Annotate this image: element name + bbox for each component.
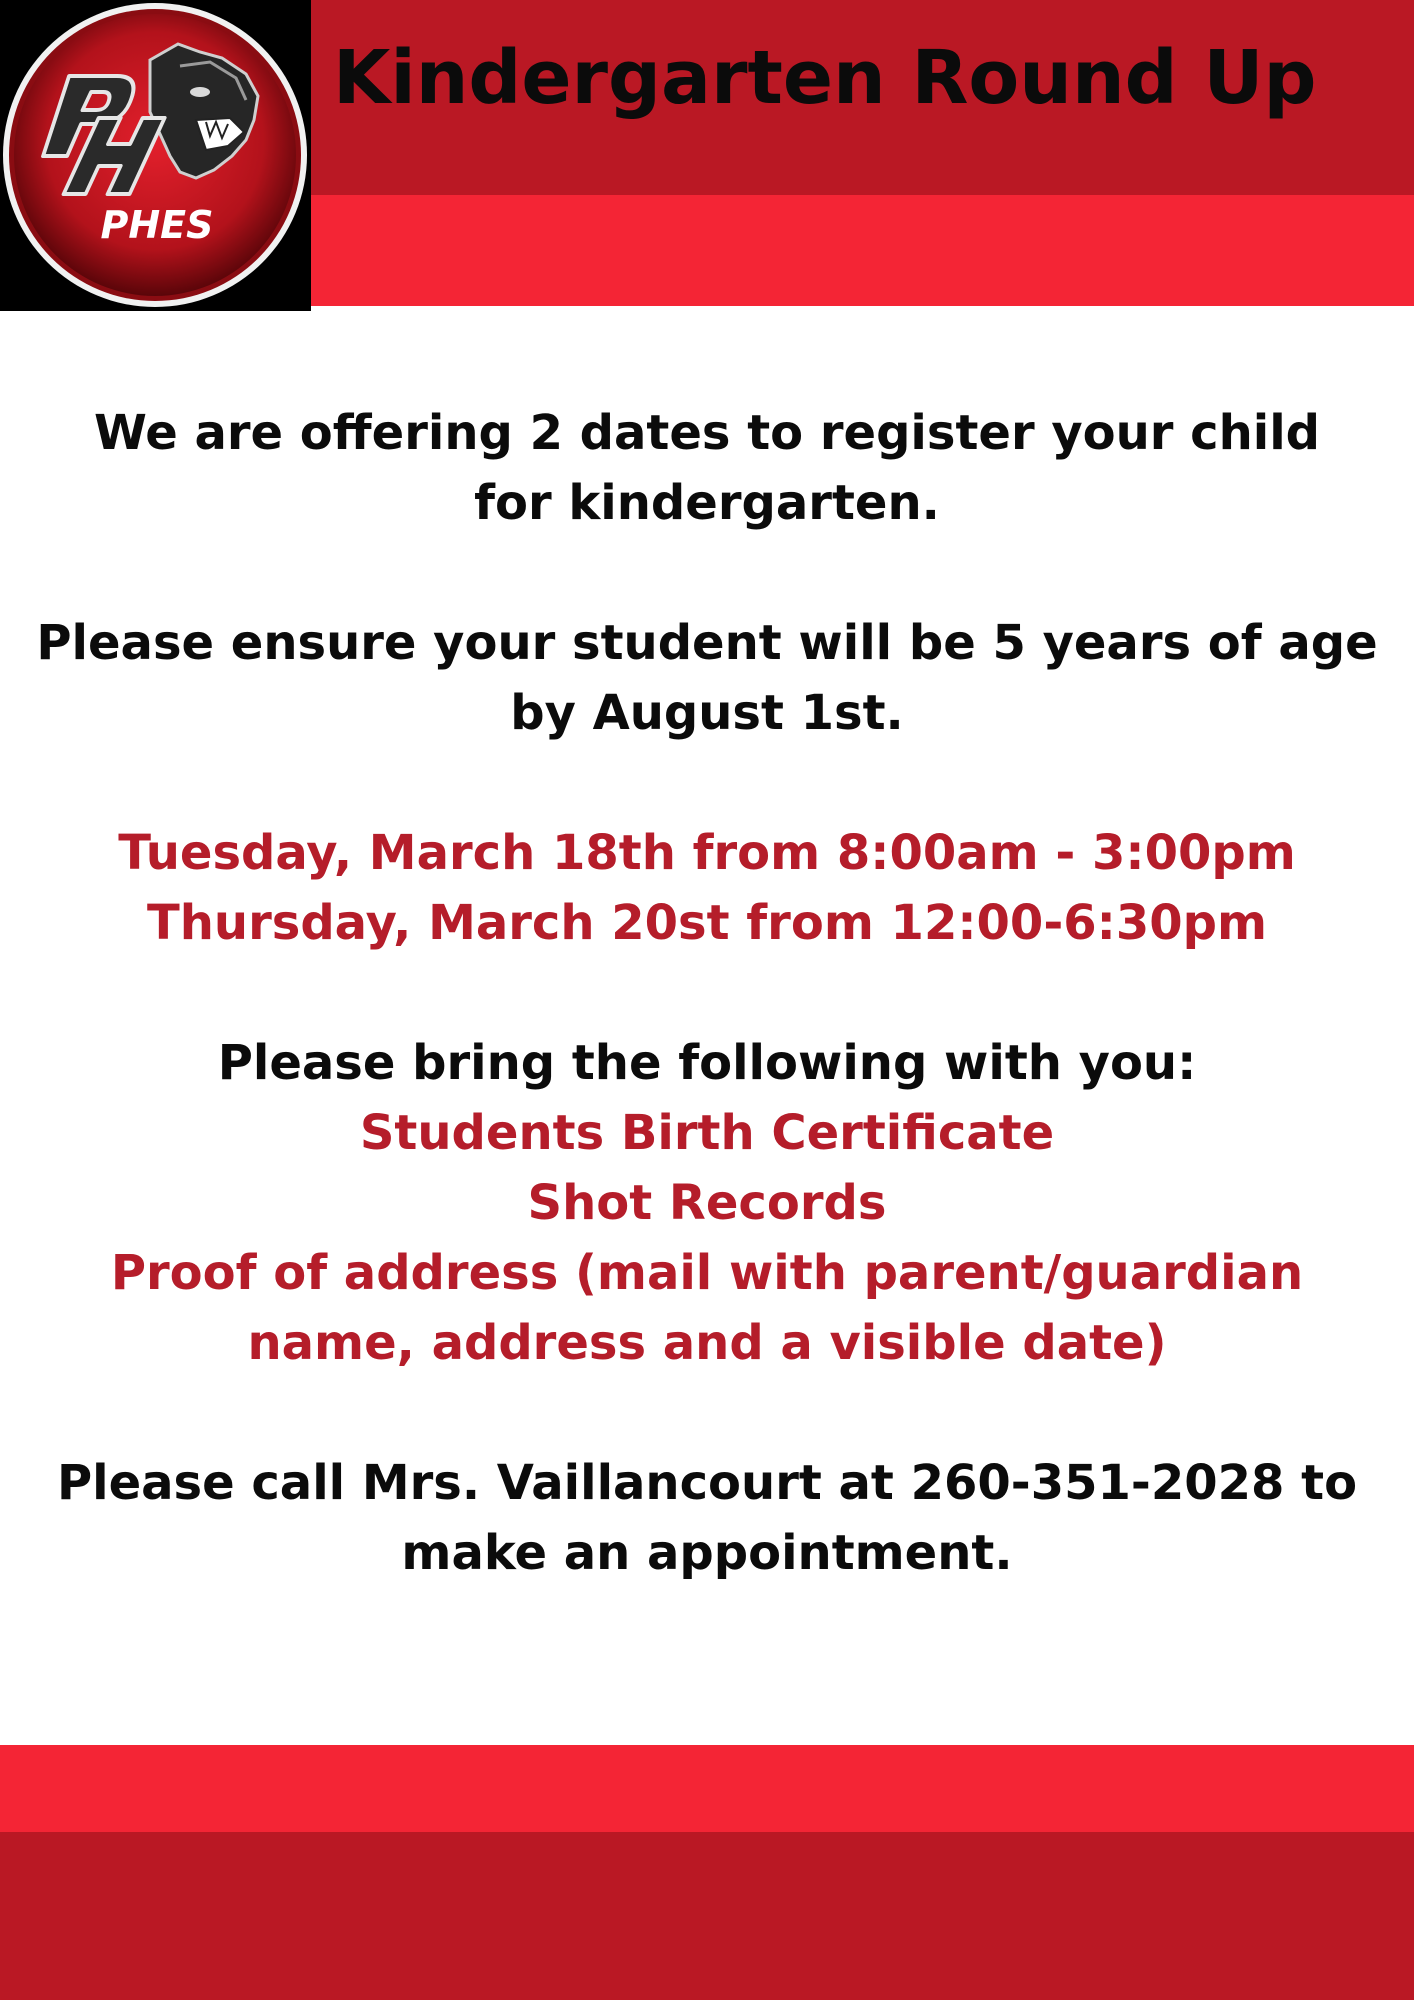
logo-text: PHES xyxy=(100,203,214,247)
page-title: Kindergarten Round Up xyxy=(333,35,1317,121)
intro-offering: We are offering 2 dates to register your child for kindergarten. xyxy=(93,405,1321,531)
contact-info: Please call Mrs. Vaillancourt at 260-351-2028 to make an appointment. xyxy=(56,1455,1358,1581)
bring-item-shot-records: Shot Records xyxy=(527,1175,887,1231)
bring-heading: Please bring the following with you: xyxy=(217,1035,1197,1091)
footer-banner-bright xyxy=(0,1745,1414,1832)
school-logo xyxy=(0,0,311,311)
flyer-body xyxy=(0,398,1414,1588)
footer-banner-dark xyxy=(0,1832,1414,2000)
age-requirement: Please ensure your student will be 5 years of age by August 1st. xyxy=(36,615,1378,741)
registration-date-2: Thursday, March 20st from 12:00-6:30pm xyxy=(146,895,1268,951)
bring-item-birth-certificate: Students Birth Certificate xyxy=(359,1105,1055,1161)
panther-logo-icon xyxy=(0,0,311,311)
bring-item-proof-of-address: Proof of address (mail with parent/guardian name, address and a visible date) xyxy=(110,1245,1304,1371)
registration-date-1: Tuesday, March 18th from 8:00am - 3:00pm xyxy=(118,825,1296,881)
